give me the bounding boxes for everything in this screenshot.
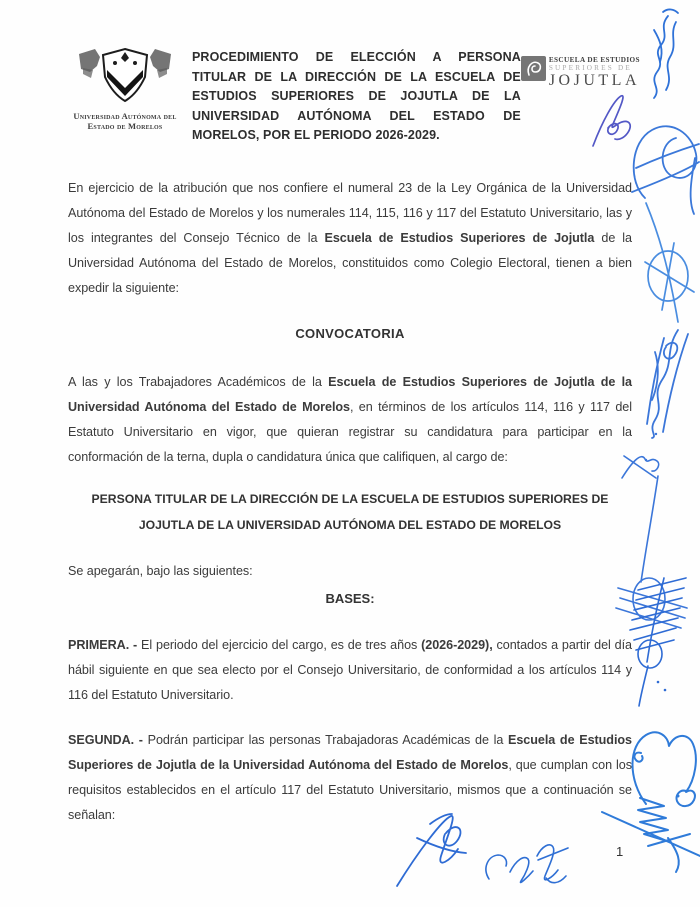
heading-bases: BASES: — [325, 590, 375, 606]
text-segment: El periodo del ejercicio del cargo, es de tres años — [137, 637, 422, 652]
text-segment-bold: Escuela de Estudios Superiores de Jojutla de la Universidad Autónoma del Estado de Morelos — [68, 732, 632, 772]
text-segment: En ejercicio de la atribución que nos confiere el numeral 23 de la Ley Orgánica de la Universidad Autónoma del Estado de Morelos y los numerales 114, 115, 116 y 117 del Estatuto Universitario, las y los integrantes del Consejo Técnico de la — [68, 180, 632, 245]
school-logo-block — [521, 46, 640, 90]
signature-ink-3 — [632, 126, 699, 214]
paragraph-call — [68, 370, 632, 470]
uaem-logo-caption — [66, 111, 184, 131]
paragraph-legal-basis — [68, 176, 632, 301]
school-logo-line3: JOJUTLA — [548, 72, 640, 89]
uaem-caption-line2: Estado de Morelos — [87, 121, 163, 131]
paragraph-base-primera — [68, 633, 632, 708]
heading-position-title: PERSONA TITULAR DE LA DIRECCIÓN DE LA ESCUELA DE ESTUDIOS SUPERIORES DE JOJUTLA DE LA UNIVERSIDAD AUTÓNOMA DEL ESTADO DE MORELOS — [91, 491, 609, 532]
school-logo-text — [549, 56, 640, 90]
text-segment: contados a partir del día hábil siguiente en que sea electo por el Consejo Universitario, de conformidad a los artículos 114 y 116 del Estatuto Universitario. — [68, 637, 632, 702]
uaem-logo-block — [66, 46, 184, 131]
uaem-crest-icon — [77, 46, 173, 104]
text-segment: Podrán participar las personas Trabajadoras Académicas de la — [142, 732, 508, 747]
jojutla-swirl-icon — [521, 56, 546, 81]
text-segment-bold: (2026-2029), — [421, 637, 493, 652]
uaem-caption-line1: Universidad Autónoma del — [73, 111, 177, 121]
school-logo-line2: SUPERIORES DE — [548, 64, 632, 72]
paragraph-intro-bases: Se apegarán, bajo las siguientes: — [68, 563, 253, 578]
text-segment: A las y los Trabajadores Académicos de la — [68, 374, 329, 389]
paragraph-base-segunda — [68, 728, 632, 828]
clause-label: SEGUNDA. - — [68, 732, 143, 747]
school-logo-line1: ESCUELA DE ESTUDIOS — [548, 56, 640, 64]
heading-convocatoria: CONVOCATORIA — [295, 325, 405, 341]
text-segment-bold: Escuela de Estudios Superiores de Jojutla de la Universidad Autónoma del Estado de Morelos — [68, 374, 633, 414]
text-segment: , en términos de los artículos 114, 116 y 117 del Estatuto Universitario en vigor, que quieran registrar su candidatura para participar en la conformación de la terna, dupla o candidatura única que califiquen, al cargo de: — [68, 399, 632, 464]
signature-ink-4 — [645, 203, 694, 322]
clause-label: PRIMERA. - — [68, 637, 138, 652]
document-title: PROCEDIMIENTO DE ELECCIÓN A PERSONA TITULAR DE LA DIRECCIÓN DE LA ESCUELA DE ESTUDIOS SUPERIORES DE JOJUTLA DE LA UNIVERSIDAD AUTÓNOMA DEL ESTADO DE MORELOS, POR EL PERIODO 2026-2029. — [192, 50, 521, 142]
signature-ink-10 — [486, 845, 568, 883]
signature-ink-1 — [654, 9, 678, 98]
document-header — [66, 46, 640, 146]
signature-ink-7 — [630, 578, 686, 706]
signature-ink-5 — [647, 330, 688, 438]
text-segment: de la Universidad Autónoma del Estado de Morelos, constituidos como Colegio Electoral, tienen a bien expedir la siguiente: — [68, 230, 632, 295]
page-number: 1 — [616, 844, 624, 859]
text-segment: , que cumplan con los requisitos establecidos en el artículo 117 del Estatuto Universitario, mismos que a continuación se señalan: — [68, 757, 632, 822]
text-segment-bold: Escuela de Estudios Superiores de Jojutla — [324, 230, 595, 245]
